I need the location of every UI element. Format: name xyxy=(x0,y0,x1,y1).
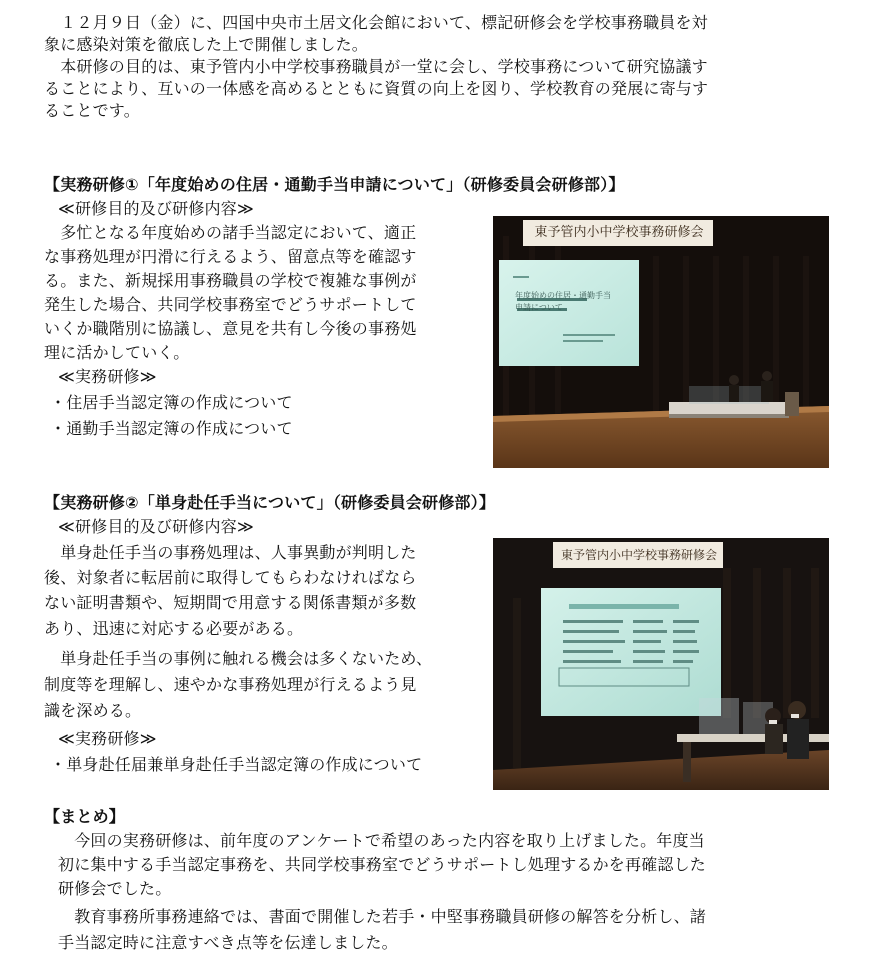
section-2-body-1: 単身赴任手当の事務処理は、人事異動が判明した xyxy=(44,543,417,562)
photo-1-slide-line-2: 申請について xyxy=(515,303,563,312)
section-1-item-1: ・住居手当認定簿の作成について xyxy=(50,393,293,412)
summary-line-2: 初に集中する手当認定事務を、共同学校事務室でどうサポートし処理するかを再確認した xyxy=(58,855,707,874)
summary-line-4: 教育事務所事務連絡では、書面で開催した若手・中堅事務職員研修の解答を分析し、諸 xyxy=(58,907,707,926)
section-2-body-7: 識を深める。 xyxy=(44,701,142,720)
section-2-practice-label: ≪実務研修≫ xyxy=(58,729,157,748)
section-2-body-5: 単身赴任手当の事例に触れる機会は多くないため、 xyxy=(44,649,433,668)
section-1-body-4: 発生した場合、共同学校事務室でどうサポートして xyxy=(44,295,417,314)
intro-line-5: ることです。 xyxy=(44,101,140,120)
intro-line-2: 象に感染対策を徹底した上で開催しました。 xyxy=(44,35,369,54)
photo-1-banner-text: 東予管内小中学校事務研修会 xyxy=(534,225,704,240)
intro-line-1: １２月９日（金）に、四国中央市土居文化会館において、標記研修会を学校事務職員を対 xyxy=(44,13,708,32)
section-2-heading: 【実務研修②「単身赴任手当について」（研修委員会研修部）】 xyxy=(44,493,496,512)
intro-line-4: ることにより、互いの一体感を高めるとともに資質の向上を図り、学校教育の発展に寄与す xyxy=(44,79,709,98)
section-2-body-3: ない証明書類や、短期間で用意する関係書類が多数 xyxy=(44,593,417,612)
section-1-practice-label: ≪実務研修≫ xyxy=(58,367,157,386)
intro-line-3: 本研修の目的は、東予管内小中学校事務職員が一堂に会し、学校事務について研究協議す xyxy=(44,57,708,76)
section-1-heading: 【実務研修①「年度始めの住居・通勤手当申請について」（研修委員会研修部）】 xyxy=(44,175,625,194)
section-2-body-6: 制度等を理解し、速やかな事務処理が行えるよう見 xyxy=(44,675,417,694)
section-1-body-5: いくか職階別に協議し、意見を共有し今後の事務処 xyxy=(44,319,417,338)
section-1-body-1: 多忙となる年度始めの諸手当認定において、適正 xyxy=(44,223,417,242)
summary-heading: 【まとめ】 xyxy=(44,807,126,826)
seminar-photo-1 xyxy=(493,216,829,468)
section-2-body-4: あり、迅速に対応する必要がある。 xyxy=(44,619,304,638)
section-2-item-1: ・単身赴任届兼単身赴任手当認定簿の作成について xyxy=(50,755,423,774)
section-1-body-6: 理に活かしていく。 xyxy=(44,343,190,362)
photo-2-banner-text: 東予管内小中学校事務研修会 xyxy=(561,548,717,562)
seminar-photo-2 xyxy=(493,538,829,790)
summary-line-1: 今回の実務研修は、前年度のアンケートで希望のあった内容を取り上げました。年度当 xyxy=(58,831,705,850)
summary-line-3: 研修会でした。 xyxy=(58,879,172,898)
section-1-item-2: ・通勤手当認定簿の作成について xyxy=(50,419,293,438)
photo-1-slide-line-1: 年度始めの住居・通勤手当 xyxy=(515,291,611,300)
section-1-purpose-label: ≪研修目的及び研修内容≫ xyxy=(58,199,254,218)
section-2-purpose-label: ≪研修目的及び研修内容≫ xyxy=(58,517,254,536)
section-1-body-3: る。また、新規採用事務職員の学校で複雑な事例が xyxy=(44,271,417,290)
summary-line-5: 手当認定時に注意すべき点等を伝達しました。 xyxy=(58,933,398,952)
section-1-body-2: な事務処理が円滑に行えるよう、留意点等を確認す xyxy=(44,247,417,266)
section-2-body-2: 後、対象者に転居前に取得してもらわなければなら xyxy=(44,568,417,587)
